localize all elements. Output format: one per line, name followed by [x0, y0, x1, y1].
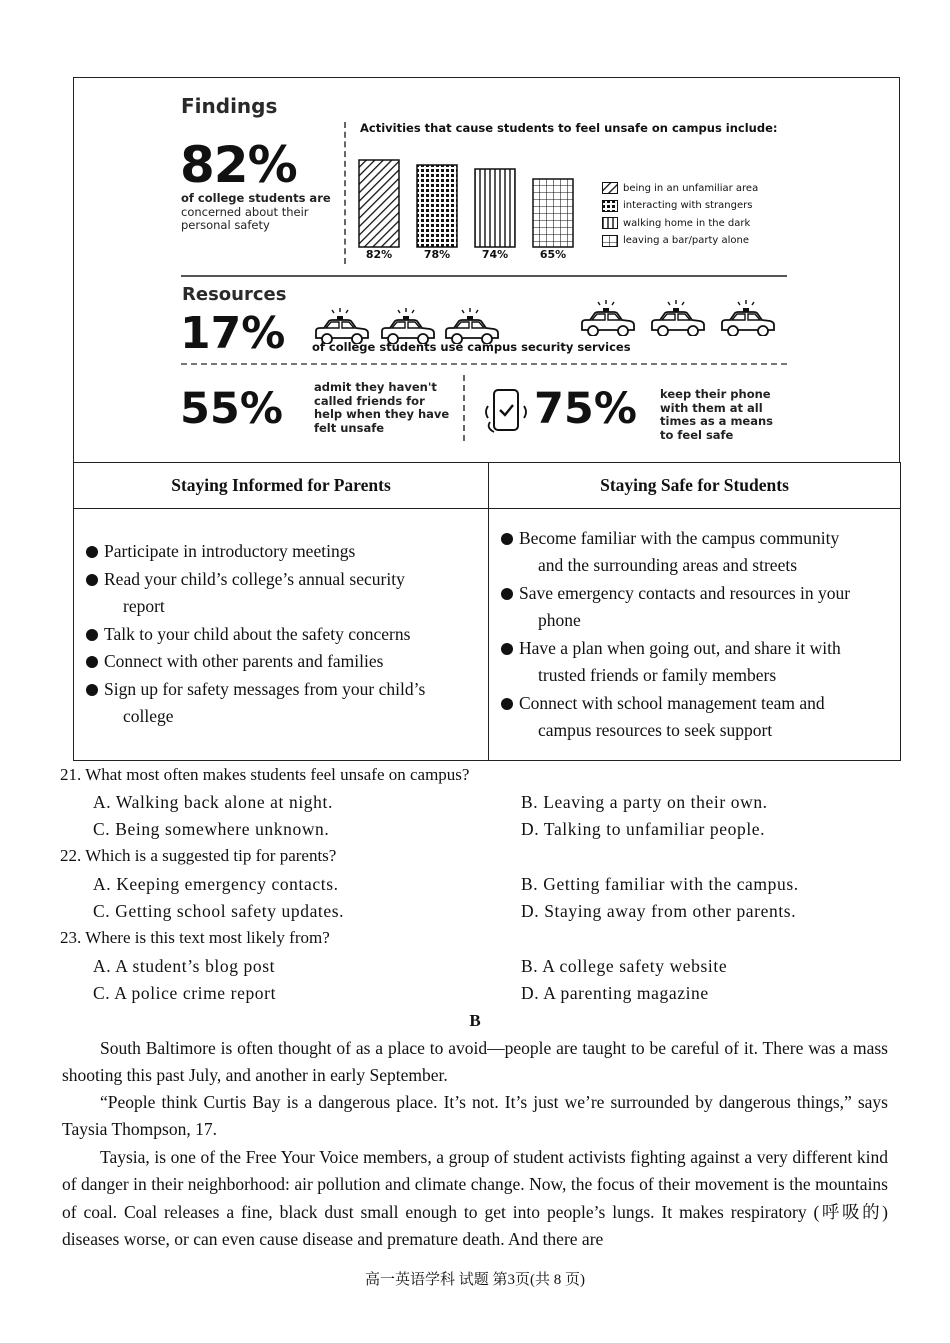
police-car-icons-right [576, 300, 786, 336]
question-22: 22. Which is a suggested tip for parents? [60, 846, 337, 865]
q23-option-a[interactable]: A. A student’s blog post [93, 956, 276, 976]
stat-82-caption [181, 192, 331, 233]
q21-option-c[interactable]: C. Being somewhere unknown. [93, 819, 330, 839]
stat-82-line2: concerned about their [181, 204, 309, 219]
section-divider [181, 275, 787, 277]
legend-swatch [602, 200, 618, 212]
bullet-icon [501, 588, 513, 600]
legend-label: walking home in the dark [623, 217, 751, 229]
police-car-icon [582, 300, 634, 336]
legend-item [602, 182, 758, 194]
q21-option-d[interactable]: D. Talking to unfamiliar people. [521, 819, 766, 839]
tip-item [86, 676, 488, 731]
tip-text: Sign up for safety messages from your child’s [104, 678, 426, 699]
passage-b-heading: B [469, 1011, 481, 1030]
findings-divider [344, 122, 346, 264]
q21-option-a[interactable]: A. Walking back alone at night. [93, 792, 333, 812]
bar-2 [416, 164, 458, 248]
parents-column-header: Staying Informed for Parents [74, 463, 489, 509]
bullet-icon [86, 656, 98, 668]
tip-item [86, 621, 488, 649]
stats-divider [463, 375, 465, 441]
q23-option-c[interactable]: C. A police crime report [93, 983, 277, 1003]
tip-item [501, 580, 900, 635]
tip-text-continued: campus resources to seek support [538, 720, 773, 740]
students-tips-cell [489, 509, 901, 761]
bullet-icon [501, 698, 513, 710]
q22-option-d[interactable]: D. Staying away from other parents. [521, 901, 797, 921]
students-tips-list [501, 525, 900, 745]
parents-tips-cell [74, 509, 489, 761]
legend-item [602, 200, 752, 212]
stat-82-line1: of college students are [181, 191, 331, 205]
parents-tips-list [86, 538, 488, 731]
legend-swatch [602, 182, 618, 194]
tip-text-continued: and the surrounding areas and streets [538, 555, 798, 575]
tip-text-continued: phone [538, 610, 581, 630]
bullet-icon [501, 533, 513, 545]
q22-option-a[interactable]: A. Keeping emergency contacts. [93, 874, 339, 894]
tip-item [501, 525, 900, 580]
bar-value-label: 74% [481, 248, 509, 261]
q23-option-d[interactable]: D. A parenting magazine [521, 983, 709, 1003]
tip-text-continued: college [123, 706, 174, 727]
q23-option-b[interactable]: B. A college safety website [521, 956, 728, 976]
bullet-icon [501, 643, 513, 655]
tip-item [501, 690, 900, 745]
legend-item [602, 217, 750, 229]
bar-value-label: 78% [423, 248, 451, 261]
passage-b-paragraph-3: Taysia, is one of the Free Your Voice members, a group of student activists fighting against a very different kind of danger in their neighborhood: air pollution and climate change. Now, the focus of their movement is the mountains of coal. Coal releases a fine, black dust small enough to get into people’s lungs. It makes respiratory (呼吸的) diseases worse, or can even cause disease and premature death. And there are [62, 1147, 888, 1249]
legend-label: interacting with strangers [623, 200, 753, 211]
page-footer: 高一英语学科 试题 第3页(共 8 页) [365, 1272, 585, 1288]
tip-text: Connect with other parents and families [104, 651, 384, 672]
stat-75-line1: keep their phone [660, 387, 771, 401]
tip-text: Connect with school management team and [519, 692, 825, 713]
tip-text-continued: report [123, 596, 165, 617]
passage-b-paragraph-2: “People think Curtis Bay is a dangerous place. It’s not. It’s just we’re surrounded by dangerous things,” says Taysia Thompson, 17. [62, 1092, 888, 1140]
tip-text-continued: trusted friends or family members [538, 665, 777, 685]
activities-bar-chart [358, 148, 598, 260]
stat-75-line4: to feel safe [660, 427, 734, 442]
stat-75-line3: times as a means [660, 414, 774, 428]
stat-55-line4: felt unsafe [314, 420, 385, 435]
question-23: 23. Where is this text most likely from? [60, 928, 330, 947]
bar-1 [358, 159, 400, 248]
phone-check-icon [482, 386, 532, 436]
stat-55-line3: help when they have [314, 407, 450, 421]
findings-heading: Findings [181, 94, 278, 118]
police-car-icon [382, 308, 434, 344]
stat-82-line3: personal safety [181, 218, 270, 232]
tip-item [86, 648, 488, 676]
bar-value-label: 65% [539, 248, 567, 261]
legend-item [602, 235, 749, 247]
bullet-icon [86, 574, 98, 586]
bullet-icon [86, 629, 98, 641]
section-divider-dashed [181, 363, 787, 365]
legend-swatch [602, 217, 618, 229]
police-car-icon [722, 300, 774, 336]
question-21: 21. What most often makes students feel unsafe on campus? [60, 765, 470, 784]
resources-heading: Resources [182, 284, 287, 305]
tip-item [86, 566, 488, 621]
police-car-icon [652, 300, 704, 336]
stat-55-line1: admit they haven't [314, 380, 437, 394]
legend-label: leaving a bar/party alone [623, 235, 750, 246]
stat-55-line2: called friends for [314, 393, 425, 408]
stat-75-value: 75% [534, 384, 637, 434]
tip-text: Read your child’s college’s annual security [104, 568, 405, 589]
stat-17-caption: of college students use campus security services [312, 340, 631, 354]
stat-55-caption [314, 381, 449, 435]
tip-text: Save emergency contacts and resources in your [519, 582, 851, 603]
stat-75-line2: with them at all [660, 400, 763, 415]
q21-option-b[interactable]: B. Leaving a party on their own. [521, 792, 768, 812]
stat-55-value: 55% [180, 384, 283, 434]
bar-3 [474, 168, 516, 248]
infographic-panel [73, 77, 900, 462]
legend-label: being in an unfamiliar area [623, 182, 759, 194]
q22-option-b[interactable]: B. Getting familiar with the campus. [521, 874, 799, 894]
students-column-header: Staying Safe for Students [489, 463, 901, 509]
tip-text: Have a plan when going out, and share it with [519, 637, 841, 658]
tip-text: Become familiar with the campus community [519, 527, 840, 548]
bullet-icon [86, 546, 98, 558]
bar-value-label: 82% [365, 248, 393, 261]
tip-text: Participate in introductory meetings [104, 541, 356, 562]
legend-swatch [602, 235, 618, 247]
activities-chart-title: Activities that cause students to feel unsafe on campus include: [360, 121, 778, 135]
activities-bar-labels [358, 248, 598, 264]
bar-4 [532, 178, 574, 248]
q22-option-c[interactable]: C. Getting school safety updates. [93, 901, 345, 921]
tip-item [501, 635, 900, 690]
tip-item [86, 538, 488, 566]
tip-text: Talk to your child about the safety concerns [104, 623, 411, 644]
tips-table [73, 462, 901, 761]
stat-17-value: 17% [180, 308, 286, 359]
police-car-icon [316, 308, 368, 344]
stat-82-value: 82% [180, 136, 297, 194]
bullet-icon [86, 684, 98, 696]
police-car-icons-left [310, 308, 510, 344]
stat-75-caption [660, 388, 773, 442]
passage-b-paragraph-1: South Baltimore is often thought of as a place to avoid—people are taught to be careful of it. There was a mass shooting this past July, and another in early September. [62, 1038, 888, 1086]
police-car-icon [446, 308, 498, 344]
